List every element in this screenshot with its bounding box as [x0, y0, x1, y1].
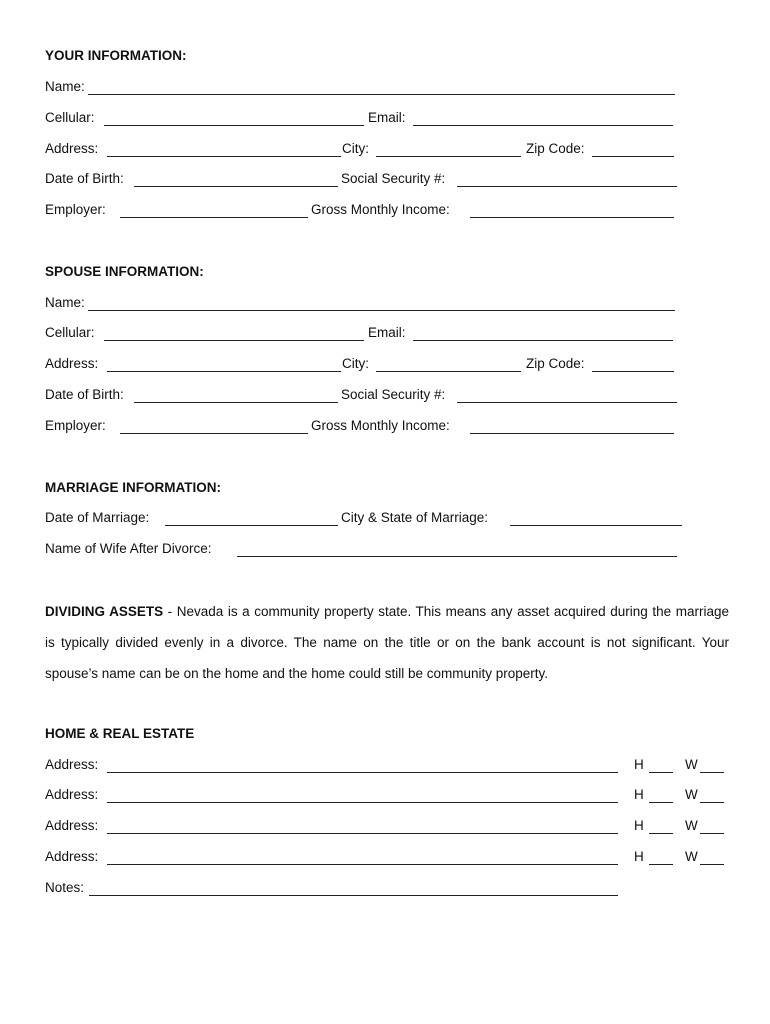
- your-city-blank[interactable]: [376, 156, 521, 157]
- marriage-date-label: Date of Marriage:: [45, 510, 150, 525]
- dividing-assets-title: DIVIDING ASSETS: [45, 604, 164, 619]
- notes-row: [45, 880, 735, 900]
- your-dob-row: [45, 171, 735, 191]
- spouse-email-blank[interactable]: [413, 340, 673, 341]
- property-address-blank[interactable]: [107, 772, 618, 773]
- your-name-label: Name:: [45, 79, 85, 94]
- your-income-blank[interactable]: [470, 217, 674, 218]
- spouse-income-label: Gross Monthly Income:: [311, 418, 450, 433]
- wife-name-blank[interactable]: [237, 556, 677, 557]
- your-address-label: Address:: [45, 141, 99, 156]
- spouse-address-row: [45, 356, 735, 376]
- property-address-blank[interactable]: [107, 833, 618, 834]
- your-dob-label: Date of Birth:: [45, 171, 124, 186]
- your-employer-blank[interactable]: [120, 217, 308, 218]
- your-email-label: Email:: [368, 110, 406, 125]
- spouse-name-blank[interactable]: [88, 310, 675, 311]
- your-cellular-label: Cellular:: [45, 110, 95, 125]
- property-address-label: Address:: [45, 818, 99, 833]
- property-address-blank[interactable]: [107, 864, 618, 865]
- wife-blank[interactable]: [700, 833, 724, 834]
- spouse-employer-row: [45, 418, 735, 438]
- property-row-3: [45, 818, 735, 838]
- wife-blank[interactable]: [700, 864, 724, 865]
- wife-label: W: [685, 818, 698, 833]
- property-address-label: Address:: [45, 757, 99, 772]
- wife-blank[interactable]: [700, 772, 724, 773]
- wife-blank[interactable]: [700, 802, 724, 803]
- your-employer-label: Employer:: [45, 202, 106, 217]
- notes-label: Notes:: [45, 880, 85, 895]
- husband-blank[interactable]: [649, 772, 673, 773]
- marriage-place-blank[interactable]: [510, 525, 682, 526]
- marriage-place-label: City & State of Marriage:: [341, 510, 489, 525]
- your-email-blank[interactable]: [413, 125, 673, 126]
- husband-label: H: [634, 757, 644, 772]
- spouse-city-label: City:: [342, 356, 369, 371]
- your-city-label: City:: [342, 141, 369, 156]
- your-address-row: [45, 141, 735, 161]
- husband-blank[interactable]: [649, 802, 673, 803]
- dividing-assets-text: - Nevada is a community property state. This means any asset acquired during the marriage is typically divided evenly in a divorce. The name on the title or on the bank account is not significant. Your spouse’s name can be on the home and the home could still be community property.: [45, 604, 729, 681]
- marriage-date-blank[interactable]: [165, 525, 338, 526]
- your-cellular-blank[interactable]: [104, 125, 364, 126]
- husband-blank[interactable]: [649, 864, 673, 865]
- spouse-zip-label: Zip Code:: [526, 356, 585, 371]
- your-zip-label: Zip Code:: [526, 141, 585, 156]
- spouse-zip-blank[interactable]: [592, 371, 674, 372]
- spouse-contact-row: [45, 325, 735, 345]
- property-row-1: [45, 757, 735, 777]
- your-address-blank[interactable]: [107, 156, 341, 157]
- wife-name-label: Name of Wife After Divorce:: [45, 541, 212, 556]
- wife-name-row: [45, 541, 735, 561]
- spouse-cellular-label: Cellular:: [45, 325, 95, 340]
- spouse-name-label: Name:: [45, 295, 85, 310]
- spouse-ssn-blank[interactable]: [457, 402, 677, 403]
- property-address-blank[interactable]: [107, 802, 618, 803]
- property-address-label: Address:: [45, 849, 99, 864]
- spouse-employer-blank[interactable]: [120, 433, 308, 434]
- spouse-employer-label: Employer:: [45, 418, 106, 433]
- your-name-row: [45, 79, 735, 99]
- spouse-ssn-label: Social Security #:: [341, 387, 446, 402]
- your-information-heading: YOUR INFORMATION:: [45, 48, 187, 63]
- wife-label: W: [685, 787, 698, 802]
- spouse-information-heading: SPOUSE INFORMATION:: [45, 264, 204, 279]
- wife-label: W: [685, 849, 698, 864]
- wife-label: W: [685, 757, 698, 772]
- husband-label: H: [634, 818, 644, 833]
- property-row-2: [45, 787, 735, 807]
- your-ssn-label: Social Security #:: [341, 171, 446, 186]
- your-dob-blank[interactable]: [134, 186, 338, 187]
- marriage-date-row: [45, 510, 735, 530]
- spouse-dob-blank[interactable]: [134, 402, 338, 403]
- dividing-assets-paragraph: [45, 596, 729, 689]
- your-zip-blank[interactable]: [592, 156, 674, 157]
- property-row-4: [45, 849, 735, 869]
- your-name-field[interactable]: [45, 79, 85, 94]
- spouse-dob-label: Date of Birth:: [45, 387, 124, 402]
- spouse-city-blank[interactable]: [376, 371, 521, 372]
- marriage-information-heading: MARRIAGE INFORMATION:: [45, 480, 221, 495]
- spouse-income-blank[interactable]: [470, 433, 674, 434]
- spouse-email-label: Email:: [368, 325, 406, 340]
- spouse-cellular-blank[interactable]: [104, 340, 364, 341]
- spouse-name-row: [45, 295, 735, 315]
- spouse-address-label: Address:: [45, 356, 99, 371]
- your-ssn-blank[interactable]: [457, 186, 677, 187]
- your-income-label: Gross Monthly Income:: [311, 202, 450, 217]
- husband-label: H: [634, 787, 644, 802]
- spouse-address-blank[interactable]: [107, 371, 341, 372]
- husband-blank[interactable]: [649, 833, 673, 834]
- husband-label: H: [634, 849, 644, 864]
- your-name-blank[interactable]: [88, 94, 675, 95]
- real-estate-heading: HOME & REAL ESTATE: [45, 726, 195, 741]
- spouse-dob-row: [45, 387, 735, 407]
- your-contact-row: [45, 110, 735, 130]
- your-employer-row: [45, 202, 735, 222]
- property-address-label: Address:: [45, 787, 99, 802]
- notes-blank[interactable]: [89, 895, 618, 896]
